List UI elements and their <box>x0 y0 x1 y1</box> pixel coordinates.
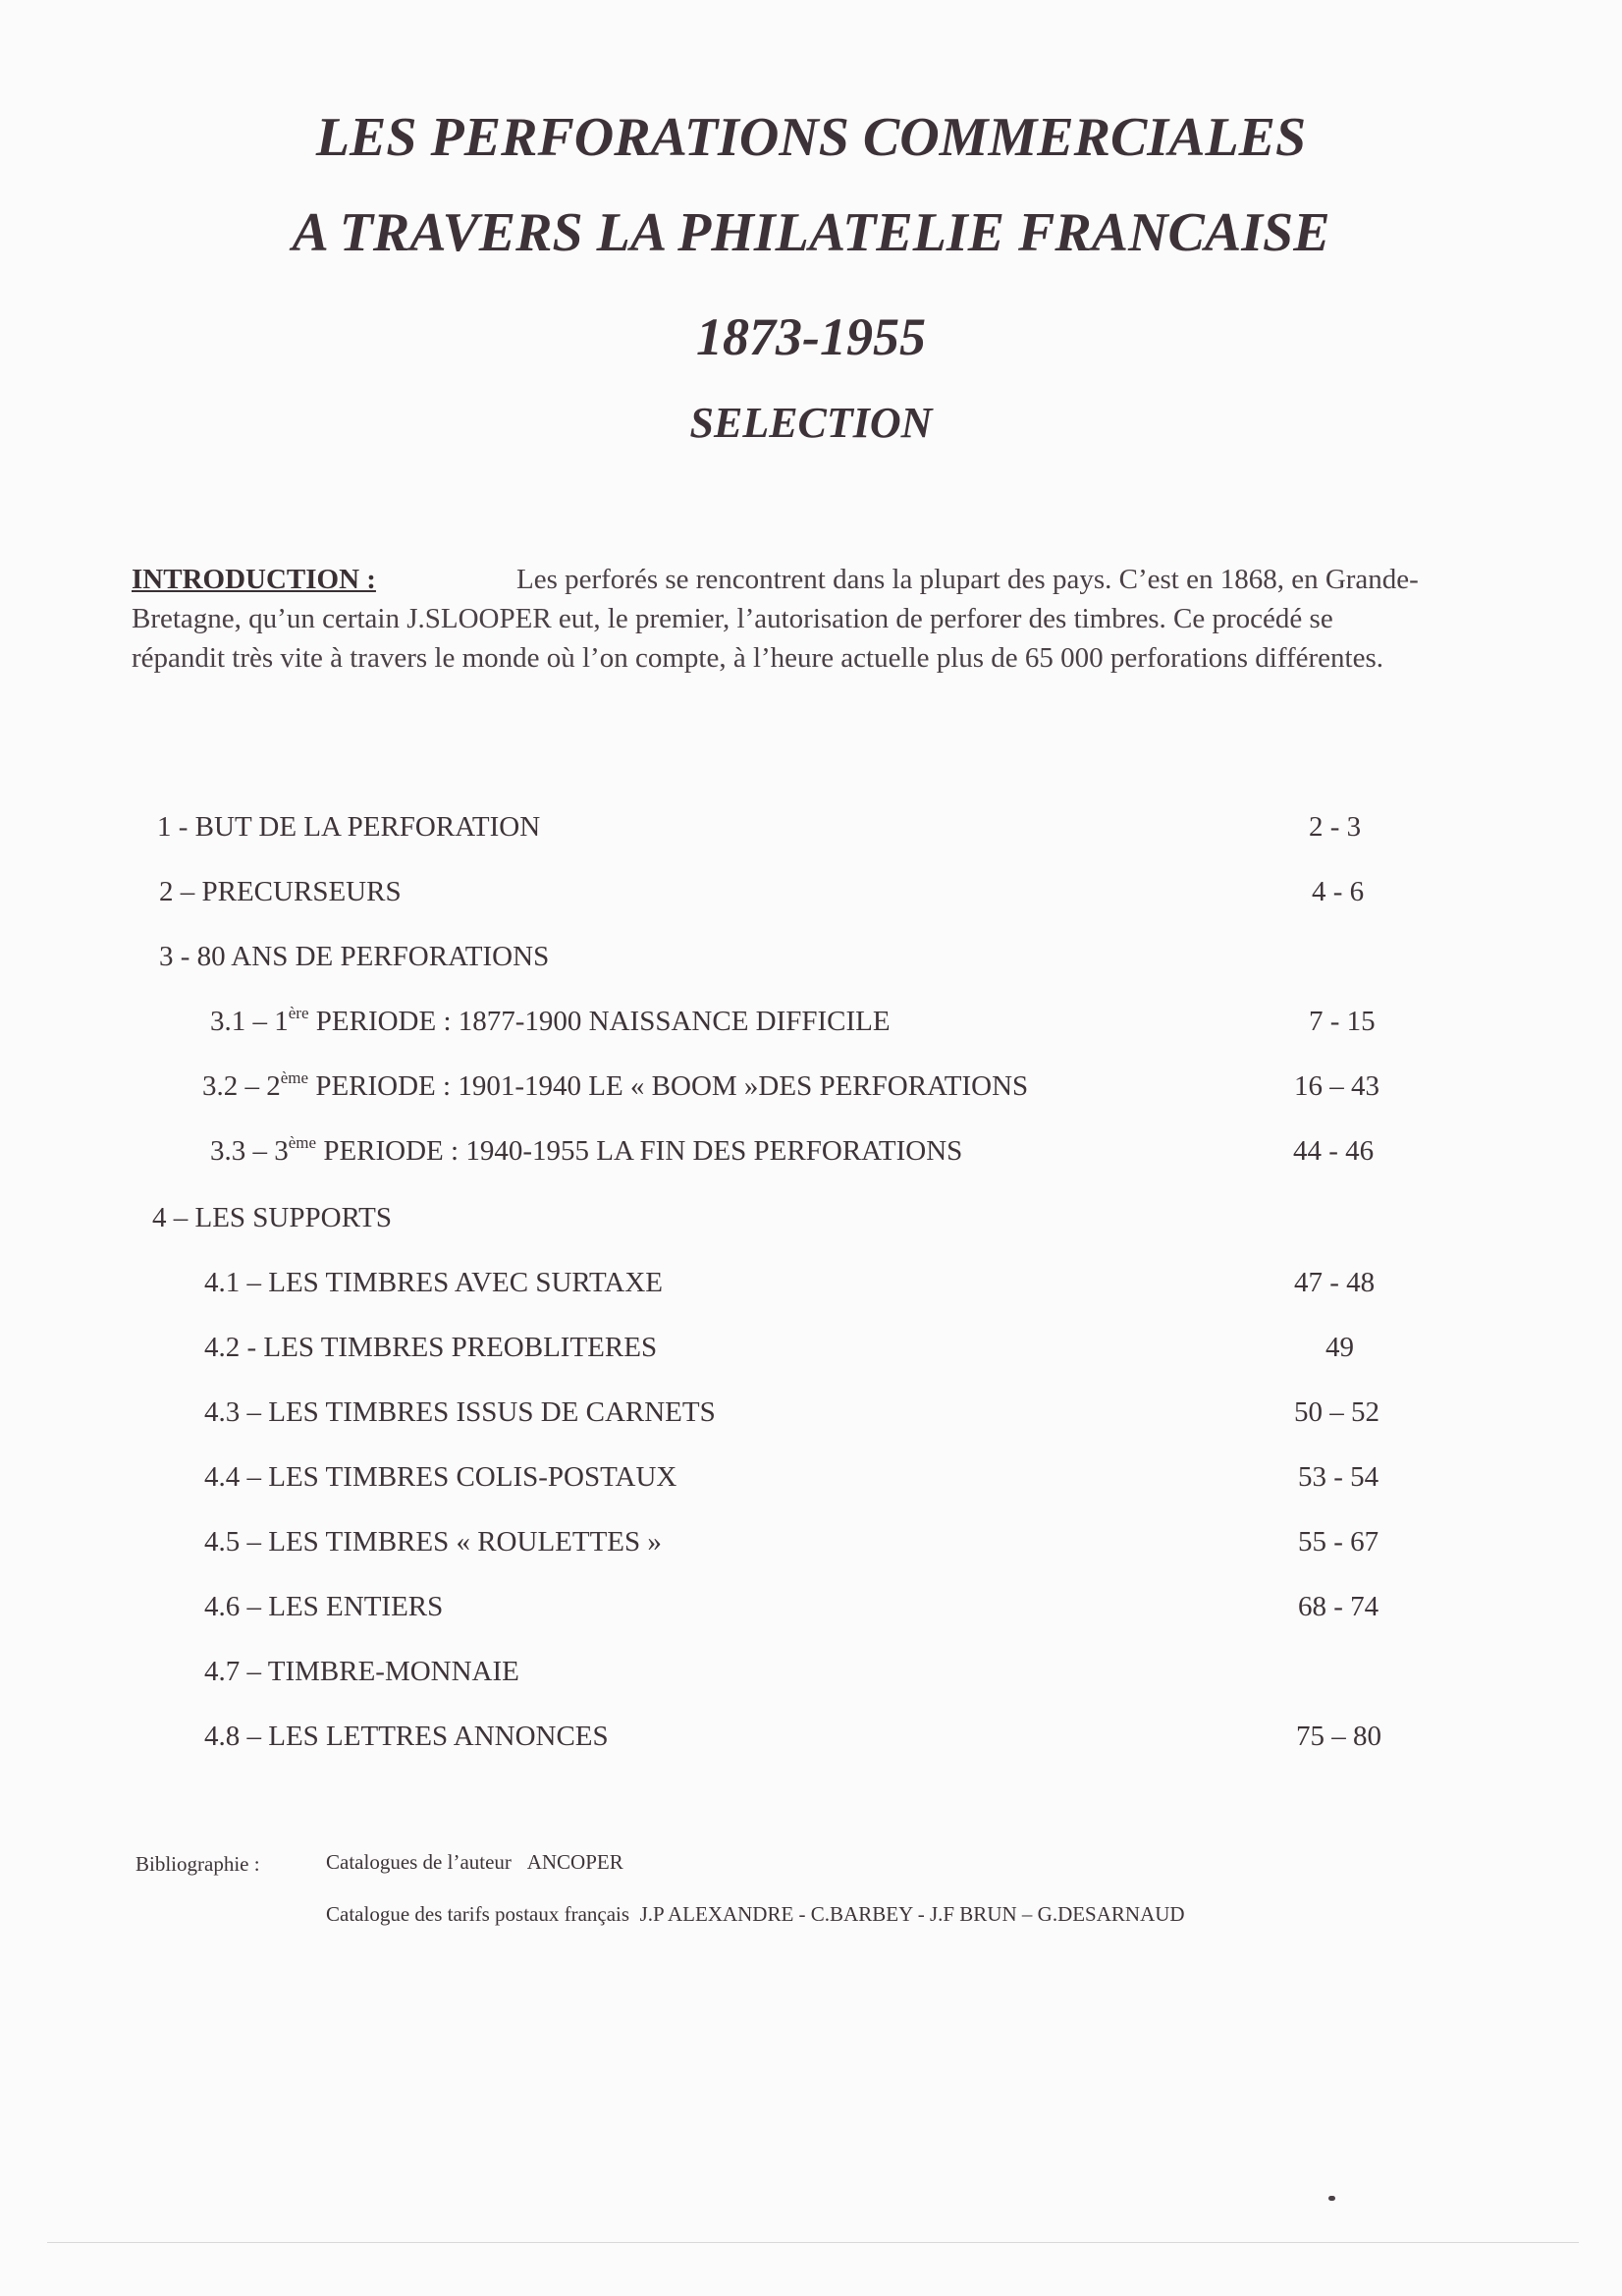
title-line-1: LES PERFORATIONS COMMERCIALES <box>315 107 1307 168</box>
toc-entry-prefix: 3.2 – 2 <box>202 1070 281 1102</box>
toc-entry-label: 4 – LES SUPPORTS <box>152 1202 393 1233</box>
toc-entry-pages: 44 - 46 <box>1293 1135 1375 1167</box>
introduction-paragraph <box>132 560 1428 678</box>
bibliography-source: Catalogues de l’auteur <box>326 1850 512 1874</box>
toc-entry-pages: 47 - 48 <box>1294 1267 1376 1298</box>
toc-entry <box>0 1461 1622 1504</box>
toc-entry-label <box>202 1070 1028 1103</box>
toc-entry-pages: 53 - 54 <box>1298 1461 1379 1493</box>
toc-entry <box>0 1267 1622 1310</box>
title-years: 1873-1955 <box>696 307 926 366</box>
toc-entry-ordinal: ème <box>280 1068 309 1087</box>
toc-entry <box>0 876 1622 919</box>
toc-entry <box>0 1070 1622 1114</box>
toc-entry <box>0 1202 1622 1245</box>
toc-entry-pages: 2 - 3 <box>1309 811 1362 843</box>
toc-entry-title: PERIODE : 1940-1955 LA FIN DES PERFORATIONS <box>316 1135 963 1167</box>
toc-entry-label: 4.7 – TIMBRE-MONNAIE <box>204 1656 519 1687</box>
toc-entry-title: PERIODE : 1877-1900 NAISSANCE DIFFICILE <box>308 1006 891 1037</box>
toc-entry <box>0 1591 1622 1634</box>
toc-entry <box>0 941 1622 984</box>
bibliography-label: Bibliographie : <box>135 1852 260 1876</box>
toc-entry-pages: 68 - 74 <box>1298 1591 1379 1622</box>
title-subtitle: SELECTION <box>689 399 933 447</box>
toc-entry-label: 4.5 – LES TIMBRES « ROULETTES » <box>204 1526 662 1558</box>
toc-entry-label: 4.4 – LES TIMBRES COLIS-POSTAUX <box>204 1461 677 1493</box>
toc-entry-label: 4.6 – LES ENTIERS <box>204 1591 444 1622</box>
toc-entry <box>0 1332 1622 1375</box>
toc-entry-prefix: 3.3 – 3 <box>210 1135 289 1167</box>
page-edge-line <box>47 2242 1579 2243</box>
toc-entry <box>0 1006 1622 1049</box>
toc-entry <box>0 811 1622 854</box>
toc-entry-pages: 4 - 6 <box>1312 876 1365 907</box>
toc-entry-label: 2 – PRECURSEURS <box>159 876 402 907</box>
toc-entry <box>0 1135 1622 1178</box>
toc-entry <box>0 1396 1622 1440</box>
toc-entry-label: 4.3 – LES TIMBRES ISSUS DE CARNETS <box>204 1396 716 1428</box>
toc-entry <box>0 1656 1622 1699</box>
toc-entry-pages: 16 – 43 <box>1294 1070 1379 1102</box>
toc-entry-ordinal: ème <box>288 1133 317 1152</box>
bibliography-line-1 <box>326 1850 623 1875</box>
toc-entry-label: 3 - 80 ANS DE PERFORATIONS <box>159 941 550 972</box>
toc-entry-label: 4.1 – LES TIMBRES AVEC SURTAXE <box>204 1267 663 1298</box>
toc-entry-label <box>210 1135 962 1168</box>
toc-entry-pages: 75 – 80 <box>1296 1721 1381 1752</box>
toc-entry-label: 1 - BUT DE LA PERFORATION <box>157 811 541 843</box>
toc-entry-pages: 55 - 67 <box>1298 1526 1379 1558</box>
toc-entry-pages: 49 <box>1325 1332 1354 1363</box>
bibliography-authors: J.P ALEXANDRE - C.BARBEY - J.F BRUN – G.DESARNAUD <box>639 1902 1185 1926</box>
toc-entry-prefix: 3.1 – 1 <box>210 1006 289 1037</box>
bibliography-line-2 <box>326 1902 1185 1927</box>
toc-entry <box>0 1526 1622 1569</box>
toc-entry-label <box>210 1006 891 1038</box>
introduction-text: Les perforés se rencontrent dans la plupart des pays. C’est en 1868, en Grande-Bretagne, qu’un certain J.SLOOPER eut, le premier, l’autorisation de perforer des timbres. Ce procédé se répandit très vite à travers le monde où l’on compte, à l’heure actuelle plus de 65 000 perforations différentes. <box>132 564 1419 674</box>
toc-entry <box>0 1721 1622 1764</box>
toc-entry-ordinal: ère <box>288 1004 309 1022</box>
toc-entry-title: PERIODE : 1901-1940 LE « BOOM »DES PERFORATIONS <box>308 1070 1029 1102</box>
toc-entry-label: 4.2 - LES TIMBRES PREOBLITERES <box>204 1332 658 1363</box>
toc-entry-label: 4.8 – LES LETTRES ANNONCES <box>204 1721 609 1752</box>
introduction-label: INTRODUCTION : <box>132 564 376 595</box>
title-line-2: A TRAVERS LA PHILATELIE FRANCAISE <box>292 202 1330 263</box>
bibliography-author: ANCOPER <box>526 1850 623 1874</box>
bibliography-source: Catalogue des tarifs postaux français <box>326 1902 630 1926</box>
toc-entry-pages: 50 – 52 <box>1294 1396 1379 1428</box>
toc-entry-pages: 7 - 15 <box>1309 1006 1376 1037</box>
scan-speck <box>1328 2196 1335 2201</box>
